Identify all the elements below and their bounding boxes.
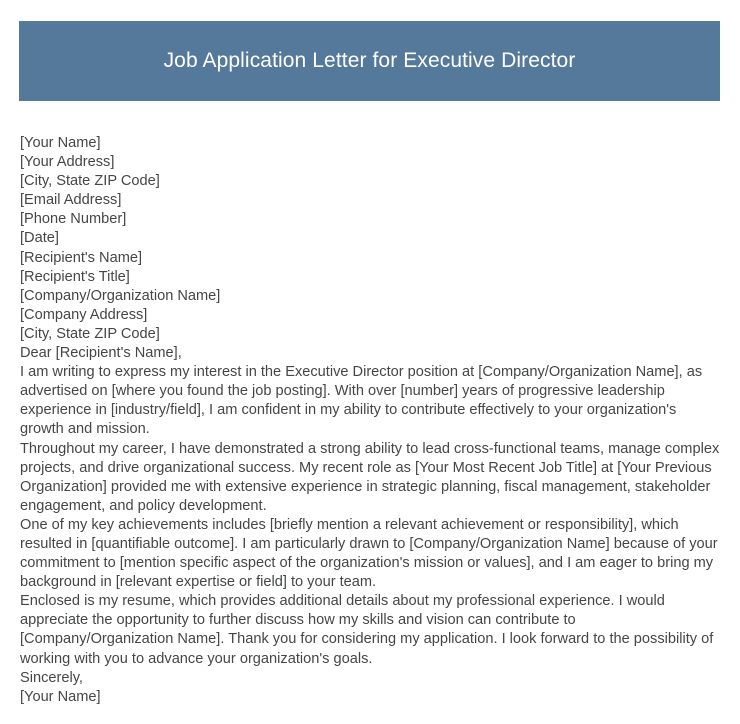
letter-line-sender-phone: [Phone Number] (20, 211, 127, 228)
letter-line-recipient-company: [Company/Organization Name] (20, 287, 221, 304)
letter-line-closing: Sincerely, (20, 669, 83, 686)
letter-line-paragraph-3: One of my key achievements includes [briefly mention a relevant achievement or responsibility], which resulted in [quantifiable outcome]. I am particularly drawn to [Company/Organization Name] because of your commitment to [mention specific aspect of the organization's mission or values], and I am eager to bring my background in [relevant expertise or field] to your team. (20, 516, 718, 591)
document-header-banner (19, 21, 720, 101)
letter-line-paragraph-2: Throughout my career, I have demonstrated a strong ability to lead cross-functional teams, manage complex projects, and drive organizational success. My recent role as [Your Most Recent Job Title] at [Your Previous Organization] provided me with extensive experience in strategic planning, fiscal management, stakeholder engagement, and policy development. (20, 440, 720, 514)
letter-line-salutation: Dear [Recipient's Name], (20, 345, 182, 362)
letter-line-recipient-title: [Recipient's Title] (20, 268, 130, 285)
letter-line-paragraph-1: I am writing to express my interest in the Executive Director position at [Company/Organization Name], as advertised on [where you found the job posting]. With over [number] years of progressive leadership experience in [industry/field], I am confident in my ability to contribute effectively to your organization's growth and mission. (20, 364, 703, 438)
letter-line-recipient-name: [Recipient's Name] (20, 249, 143, 266)
letter-line-recipient-address: [Company Address] (20, 306, 148, 323)
letter-line-sender-name: [Your Name] (20, 135, 101, 151)
letter-line-recipient-city-state-zip: [City, State ZIP Code] (20, 325, 160, 342)
letter-line-letter-date: [Date] (20, 230, 59, 247)
letter-line-sender-address: [Your Address] (20, 154, 115, 171)
document-title: Job Application Letter for Executive Director (163, 49, 576, 73)
letter-body (20, 134, 723, 707)
letter-line-signature-name: [Your Name] (20, 688, 101, 705)
letter-line-sender-city-state-zip: [City, State ZIP Code] (20, 173, 160, 190)
letter-line-paragraph-4: Enclosed is my resume, which provides additional details about my professional experience. I would appreciate the opportunity to further discuss how my skills and vision can contribute to [Company/Organization Name]. Thank you for considering my application. I look forward to the possibility of working with you to advance your organization's goals. (20, 593, 714, 667)
letter-line-sender-email: [Email Address] (20, 192, 122, 209)
